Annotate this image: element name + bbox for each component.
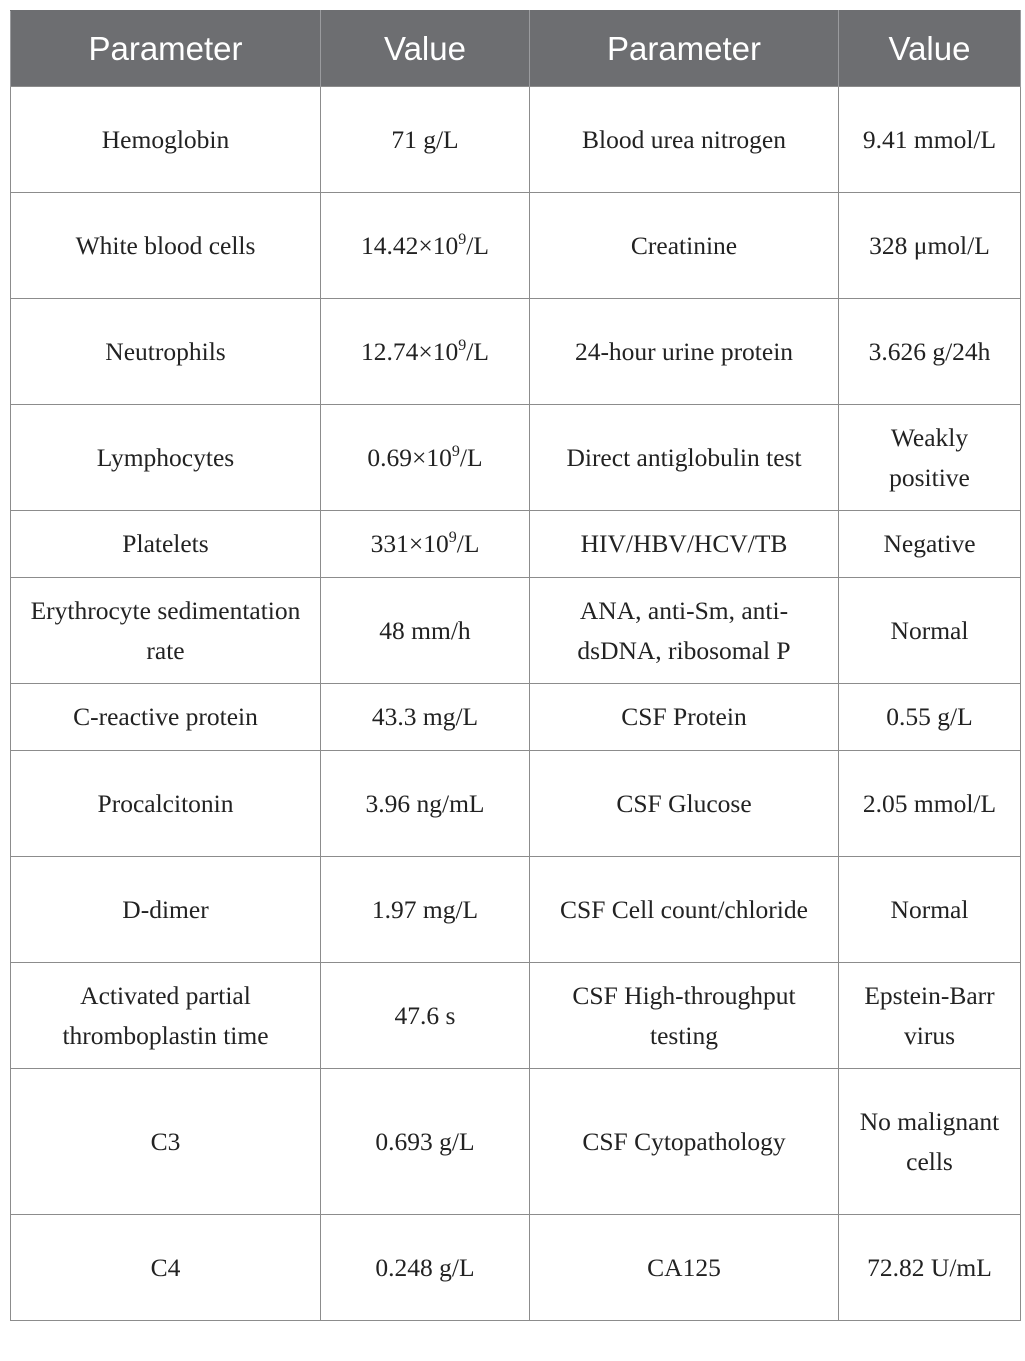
parameter-cell: Activated partial thromboplastin time [11, 963, 321, 1069]
value-cell [321, 193, 530, 299]
parameter-cell: CSF Cytopathology [530, 1069, 839, 1215]
table-row [11, 578, 1021, 684]
parameter-cell: D-dimer [11, 857, 321, 963]
value-cell: 2.05 mmol/L [839, 751, 1021, 857]
table-row [11, 511, 1021, 578]
table-row [11, 963, 1021, 1069]
value-cell: Normal [839, 578, 1021, 684]
parameter-cell: Creatinine [530, 193, 839, 299]
lab-results-table [10, 10, 1021, 1321]
value-unit: /L [459, 442, 483, 472]
value-base: 0.69×10 [367, 442, 452, 472]
parameter-cell: Hemoglobin [11, 87, 321, 193]
value-cell: Normal [839, 857, 1021, 963]
header-value-2: Value [839, 11, 1021, 87]
value-base: 331×10 [370, 529, 449, 558]
value-cell: 0.248 g/L [321, 1215, 530, 1321]
value-unit: /L [456, 529, 480, 558]
parameter-cell: C-reactive protein [11, 684, 321, 751]
value-cell: 9.41 mmol/L [839, 87, 1021, 193]
value-cell [321, 511, 530, 578]
parameter-cell: ANA, anti-Sm, anti-dsDNA, ribosomal P [530, 578, 839, 684]
table-row [11, 1069, 1021, 1215]
parameter-cell: Procalcitonin [11, 751, 321, 857]
value-cell: 47.6 s [321, 963, 530, 1069]
parameter-cell: 24-hour urine protein [530, 299, 839, 405]
value-cell: 3.626 g/24h [839, 299, 1021, 405]
value-exponent: 9 [458, 336, 467, 354]
parameter-cell: HIV/HBV/HCV/TB [530, 511, 839, 578]
value-cell: Negative [839, 511, 1021, 578]
parameter-cell: CSF Cell count/chloride [530, 857, 839, 963]
value-cell: 0.693 g/L [321, 1069, 530, 1215]
value-exponent: 9 [458, 230, 467, 248]
table-row [11, 684, 1021, 751]
lab-results-table-container [10, 10, 1020, 1321]
parameter-cell: White blood cells [11, 193, 321, 299]
parameter-cell: Blood urea nitrogen [530, 87, 839, 193]
value-exponent: 9 [451, 442, 460, 460]
parameter-cell: Direct antiglobulin test [530, 405, 839, 511]
value-cell: 0.55 g/L [839, 684, 1021, 751]
value-cell: 328 μmol/L [839, 193, 1021, 299]
table-row [11, 405, 1021, 511]
value-cell: 3.96 ng/mL [321, 751, 530, 857]
value-cell: 43.3 mg/L [321, 684, 530, 751]
header-parameter-1: Parameter [11, 11, 321, 87]
value-unit: /L [466, 230, 489, 260]
value-base: 12.74×10 [361, 336, 459, 366]
value-cell: No malignant cells [839, 1069, 1021, 1215]
value-cell: 48 mm/h [321, 578, 530, 684]
table-row [11, 1215, 1021, 1321]
table-row [11, 193, 1021, 299]
header-value-1: Value [321, 11, 530, 87]
table-row [11, 751, 1021, 857]
value-cell [321, 405, 530, 511]
parameter-cell: CSF High-throughput testing [530, 963, 839, 1069]
value-exponent: 9 [448, 529, 457, 546]
table-header-row [11, 11, 1021, 87]
parameter-cell: CA125 [530, 1215, 839, 1321]
table-row [11, 857, 1021, 963]
table-row [11, 299, 1021, 405]
value-cell: 1.97 mg/L [321, 857, 530, 963]
parameter-cell: CSF Protein [530, 684, 839, 751]
value-base: 14.42×10 [361, 230, 459, 260]
value-cell: Epstein-Barr virus [839, 963, 1021, 1069]
parameter-cell: C4 [11, 1215, 321, 1321]
table-row [11, 87, 1021, 193]
value-cell: Weakly positive [839, 405, 1021, 511]
parameter-cell: Neutrophils [11, 299, 321, 405]
value-cell [321, 299, 530, 405]
header-parameter-2: Parameter [530, 11, 839, 87]
parameter-cell: Platelets [11, 511, 321, 578]
parameter-cell: Erythrocyte sedimentation rate [11, 578, 321, 684]
parameter-cell: Lymphocytes [11, 405, 321, 511]
value-cell: 72.82 U/mL [839, 1215, 1021, 1321]
parameter-cell: CSF Glucose [530, 751, 839, 857]
value-cell: 71 g/L [321, 87, 530, 193]
parameter-cell: C3 [11, 1069, 321, 1215]
value-unit: /L [466, 336, 489, 366]
